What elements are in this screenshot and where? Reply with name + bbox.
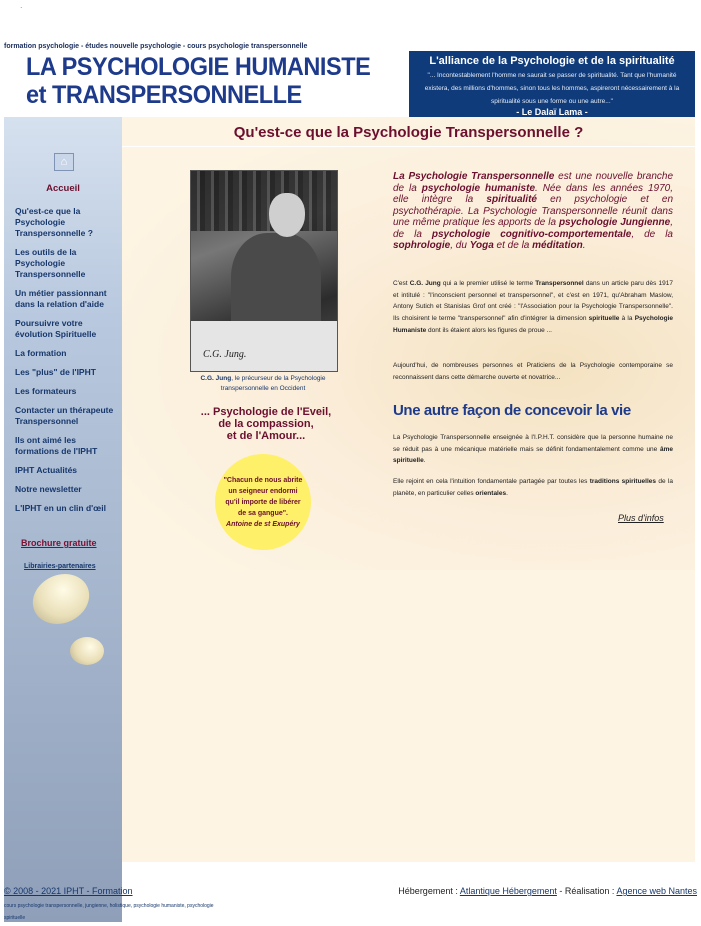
sidebar-nav	[15, 206, 121, 522]
jung-photo	[190, 170, 338, 372]
librairies-link[interactable]: Librairies-partenaires	[24, 563, 96, 570]
sidebar-item-evolution[interactable]: Poursuivre votre évolution Spirituelle	[15, 318, 97, 339]
intro-text-7: et de la	[493, 240, 533, 251]
caption-text: , le précurseur de la Psychologie transpersonnelle en Occident	[220, 375, 326, 392]
sidebar-item-metier[interactable]: Un métier passionnant dans la relation d'aide	[15, 288, 107, 309]
history-text-c: qui a le premier utilisé le terme	[440, 280, 536, 287]
bookshelf-shape	[191, 171, 337, 231]
dalai-lama-quote-box	[409, 51, 695, 117]
site-logo[interactable]	[26, 53, 370, 109]
ame-term: âme spirituelle	[393, 445, 673, 465]
intro-text-6: , du	[450, 240, 470, 251]
intro-paragraph	[393, 171, 673, 252]
sidebar-item-plus[interactable]: Les "plus" de l'IPHT	[15, 367, 96, 377]
history-jung: C.G. Jung	[409, 280, 441, 287]
traditions-paragraph	[393, 476, 673, 499]
sidebar-item-newsletter[interactable]: Notre newsletter	[15, 484, 82, 494]
sidebar-item-formation[interactable]: La formation	[15, 348, 67, 358]
orientales-term: orientales	[475, 489, 507, 497]
today-paragraph: Aujourd'hui, de nombreuses personnes et Praticiens de la Psychologie contemporaine se reconnaissent dans cette démarche ouverte et novatrice...	[393, 362, 673, 381]
exupery-quote-text: "Chacun de nous abrite un seigneur endormi qu'il importe de libérer de sa gangue".	[223, 476, 303, 517]
ame-paragraph	[393, 432, 673, 467]
footer	[0, 862, 701, 926]
eveil-line-2: de la compassion,	[218, 418, 314, 430]
eveil-tagline	[182, 406, 350, 442]
intro-text-4: , de la	[393, 217, 673, 240]
figure-head-shape	[269, 193, 305, 237]
history-text-e: dans un article paru dès 1917 et intitulé : "l'inconscient personnel et transpersonnel", et c'est en 1971, qu'Abraham Maslow, Antony Sutich et Stanislas Grof ont créé : "l'Association pour la Psychologie Transpersonnelle". Ils choisirent le terme "transpersonnel" afin d'intégrer la dimension	[393, 280, 673, 323]
traditions-text-c: de la planète, en particulier celles	[393, 478, 673, 497]
quote-box-author: - Le Dalaï Lama -	[516, 107, 588, 117]
intro-term-2: psychologie humaniste	[421, 182, 535, 194]
sidebar-item-quest-ce-que[interactable]: Qu'est-ce que la Psychologie Transpersonnelle ?	[15, 206, 93, 238]
sidebar-item-outils[interactable]: Les outils de la Psychologie Transpersonnelle	[15, 247, 86, 279]
sidebar	[4, 117, 122, 922]
footer-seo-tags: cours psychologie transpersonnelle, jungienne, holistique, psychologie humaniste, psychologie spirituelle	[4, 903, 214, 921]
realisation-link[interactable]: Agence web Nantes	[616, 886, 697, 896]
sidebar-item-contacter[interactable]: Contacter un thérapeute Transpersonnel	[15, 405, 114, 426]
header-logo-area	[4, 51, 408, 117]
sidebar-item-formateurs[interactable]: Les formateurs	[15, 386, 77, 396]
sidebar-item-actualites[interactable]: IPHT Actualités	[15, 465, 78, 475]
logo-line-1: LA PSYCHOLOGIE HUMANISTE	[26, 53, 371, 81]
seo-tagline: formation psychologie - études nouvelle psychologie - cours psychologie transpersonnelle	[4, 43, 308, 50]
photo-caption	[188, 374, 338, 394]
intro-term-1: La Psychologie Transpersonnelle	[393, 171, 555, 182]
history-paragraph	[393, 278, 673, 337]
photo-signature: C.G. Jung.	[203, 349, 247, 360]
traditions-text-e: .	[506, 489, 508, 497]
home-icon[interactable]: ⌂	[54, 153, 74, 171]
copyright-link[interactable]: © 2008 - 2021 IPHT - Formation	[4, 886, 133, 896]
top-dot: .	[20, 0, 23, 10]
host-label: Hébergement :	[398, 886, 460, 896]
title-divider	[122, 146, 695, 147]
intro-term-6: sophrologie	[393, 240, 451, 251]
plus-infos-link[interactable]: Plus d'infos	[618, 513, 664, 523]
realisation-label: - Réalisation :	[556, 886, 617, 896]
main-content	[122, 117, 695, 862]
history-text-g: à la	[619, 315, 635, 323]
page-title: Qu'est-ce que la Psychologie Transpersonnelle ?	[233, 124, 584, 141]
intro-text-8: .	[582, 240, 586, 251]
exupery-quote-circle	[215, 454, 311, 550]
ame-text-c: .	[423, 457, 426, 465]
logo-line-2: et TRANSPERSONNELLE	[26, 81, 302, 109]
history-transpersonnel: Transpersonnel	[535, 280, 584, 287]
intro-text-1: est une nouvelle branche de la	[393, 171, 674, 194]
intro-term-5: psychologie cognitivo-comportementale	[431, 228, 632, 240]
water-drop-small-decoration	[70, 637, 104, 665]
host-link[interactable]: Atlantique Hébergement	[459, 886, 557, 896]
intro-term-7: Yoga	[469, 240, 494, 251]
quote-box-title: L'alliance de la Psychologie et de la spiritualité	[429, 55, 675, 67]
water-drop-decoration	[25, 565, 98, 633]
traditions-text-a: Elle rejoint en cela l'intuition fondamentale partagée par toutes les	[393, 478, 590, 485]
history-text-a: C'est	[393, 280, 410, 287]
nav-accueil[interactable]: Accueil	[46, 183, 80, 194]
intro-text-2: . Née dans les années 1970, elle intègre la	[393, 182, 673, 205]
sidebar-item-clin-doeil[interactable]: L'IPHT en un clin d'œil	[15, 503, 106, 513]
quote-box-text: "... Incontestablement l'homme ne saurait se passer de spiritualité. Tant que l'humanité existera, des millions d'hommes, sinon tous les hommes, aspireront nécessairement à la spiritualité sous une forme ou une autre..."	[424, 72, 680, 105]
exupery-quote-author: Antoine de st Exupéry	[226, 520, 300, 528]
caption-name: C.G. Jung	[200, 375, 232, 382]
hosting-credits	[398, 886, 697, 896]
intro-text-3: en psychologie et en psychothérapie. La Psychologie Transpersonnelle réunit dans une même pratique les apports de la	[393, 194, 674, 228]
traditions-term: traditions spirituelles	[589, 478, 656, 485]
history-humaniste: Psychologie Humaniste	[393, 315, 674, 334]
intro-text-5: , de la	[631, 228, 673, 240]
sidebar-item-temoignages[interactable]: Ils ont aimé les formations de l'IPHT	[15, 435, 98, 456]
history-text-i: dont ils étaient alors les figures de proue ...	[426, 326, 552, 334]
section-heading: Une autre façon de concevoir la vie	[393, 402, 631, 419]
eveil-line-1: ... Psychologie de l'Eveil,	[200, 406, 332, 418]
intro-term-8: méditation	[532, 240, 583, 251]
intro-term-4: psychologie Jungienne	[558, 217, 671, 228]
eveil-line-3: et de l'Amour...	[226, 430, 306, 442]
ame-text-a: La Psychologie Transpersonnelle enseignée à l'I.P.H.T. considère que la personne humaine ne se réduit pas à une mécanique matérielle mais se définit fondamentalement comme une	[393, 434, 673, 453]
history-spirituelle: spirituelle	[588, 315, 620, 323]
intro-term-3: spiritualité	[486, 194, 537, 205]
desk-shape	[191, 321, 337, 371]
brochure-link[interactable]: Brochure gratuite	[21, 538, 97, 548]
